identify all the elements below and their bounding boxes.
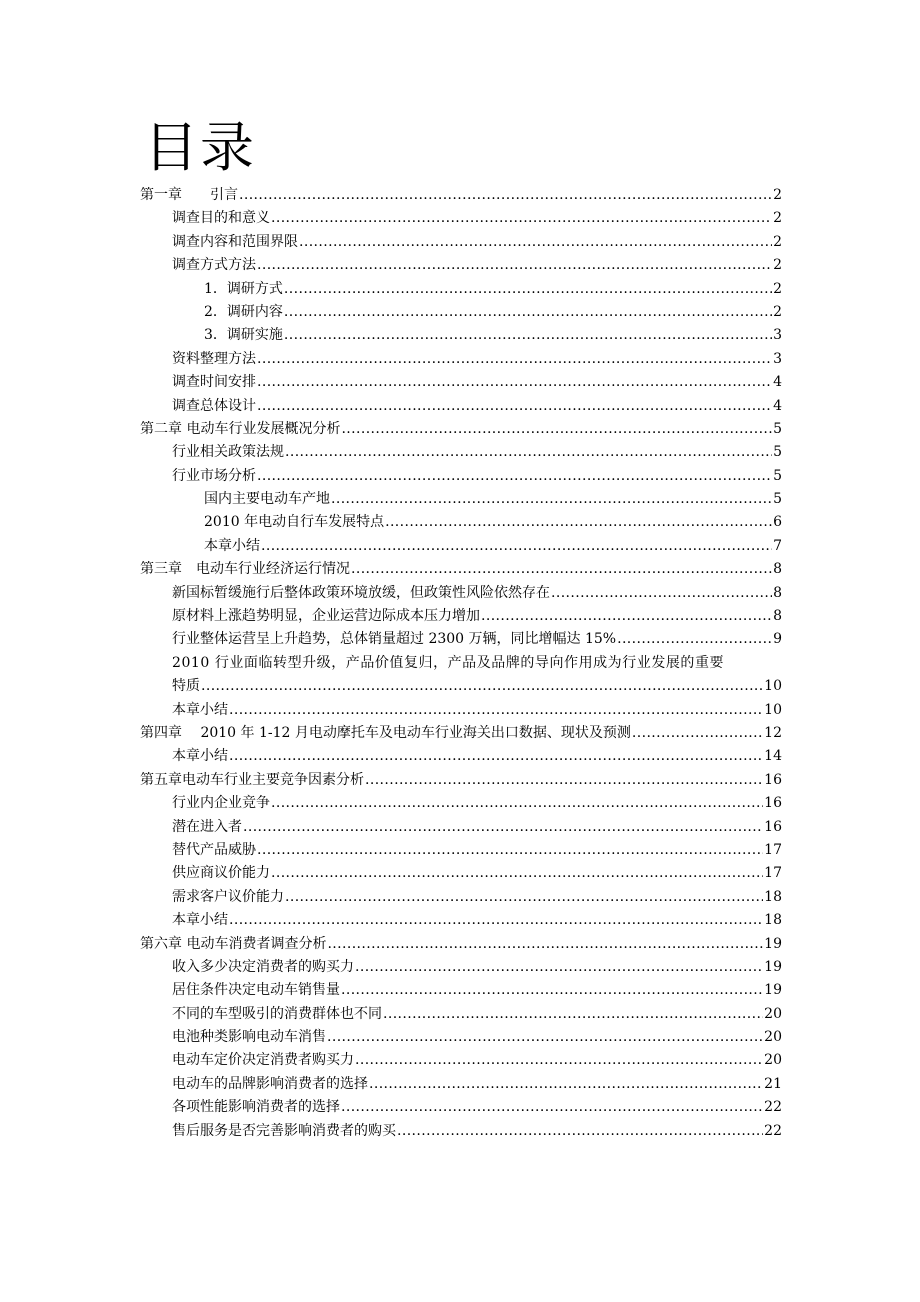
toc-entry-text: 不同的车型吸引的消费群体也不同 [172, 1005, 382, 1022]
dot-leader [284, 324, 772, 347]
toc-entry-page: 10 [764, 701, 782, 718]
dot-leader [385, 511, 772, 534]
toc-entry-text: 各项性能影响消费者的选择 [172, 1099, 340, 1116]
toc-entry-text: 资料整理方法 [172, 350, 256, 367]
toc-entry[interactable] [140, 441, 782, 464]
dot-leader [243, 816, 763, 839]
toc-entry[interactable] [140, 184, 782, 207]
dot-leader [284, 301, 772, 324]
dot-leader [351, 558, 772, 581]
toc-entry-page: 5 [773, 420, 782, 437]
toc-entry-text: 第五章电动车行业主要竞争因素分析 [140, 771, 364, 788]
toc-entry-page: 18 [764, 912, 782, 929]
toc-entry[interactable] [140, 324, 782, 347]
toc-entry[interactable] [140, 699, 782, 722]
toc-entry-text: 调查方式方法 [172, 257, 256, 274]
toc-entry[interactable] [140, 675, 782, 698]
dot-leader [284, 278, 772, 301]
dot-leader [341, 418, 772, 441]
toc-entry-text: 本章小结 [204, 537, 260, 554]
toc-entry-text: 潜在进入者 [172, 818, 242, 835]
toc-entry[interactable] [140, 745, 782, 768]
dot-leader [257, 465, 772, 488]
toc-entry[interactable] [140, 254, 782, 277]
toc-entry-text: 特质 [172, 678, 200, 695]
toc-entry[interactable] [140, 1073, 782, 1096]
toc-entry-text: 本章小结 [172, 748, 228, 765]
toc-entry[interactable] [140, 792, 782, 815]
toc-entry-text: 本章小结 [172, 912, 228, 929]
toc-entry-text: 国内主要电动车产地 [204, 491, 330, 508]
toc-entry-page: 22 [764, 1099, 782, 1116]
toc-entry-page: 2 [773, 280, 782, 297]
toc-entry-page: 5 [773, 491, 782, 508]
toc-entry[interactable] [140, 418, 782, 441]
toc-entry-page: 4 [773, 397, 782, 414]
dot-leader [327, 933, 763, 956]
dot-leader [229, 745, 763, 768]
toc-entry-page: 19 [764, 958, 782, 975]
toc-entry-page: 17 [764, 841, 782, 858]
toc-entry-page: 19 [764, 935, 782, 952]
toc-entry-page: 3 [773, 327, 782, 344]
toc-entry[interactable] [140, 207, 782, 230]
dot-leader [365, 769, 763, 792]
toc-entry-page: 2 [773, 257, 782, 274]
toc-entry-page: 20 [764, 1029, 782, 1046]
toc-entry[interactable] [140, 231, 782, 254]
toc-entry-page: 16 [764, 771, 782, 788]
toc-entry-page: 2 [773, 210, 782, 227]
toc-entry-page: 18 [764, 888, 782, 905]
toc-entry-page: 3 [773, 350, 782, 367]
toc-entry-text: 3．调研实施 [204, 327, 283, 344]
dot-leader [397, 1120, 763, 1143]
toc-entry[interactable] [140, 722, 782, 745]
toc-entry-text: 售后服务是否完善影响消费者的购买 [172, 1122, 396, 1139]
toc-entry-page: 14 [764, 748, 782, 765]
dot-leader [261, 535, 772, 558]
toc-entry[interactable] [140, 278, 782, 301]
watermark: om.cn [530, 606, 683, 660]
dot-leader [257, 254, 772, 277]
toc-entry-text: 替代产品威胁 [172, 841, 256, 858]
toc-entry[interactable] [140, 909, 782, 932]
dot-leader [271, 207, 772, 230]
toc-entry-page: 20 [764, 1005, 782, 1022]
dot-leader [201, 675, 763, 698]
dot-leader [271, 862, 763, 885]
dot-leader [617, 628, 772, 651]
toc-entry-text: 行业整体运营呈上升趋势，总体销量超过 2300 万辆，同比增幅达 15% [172, 631, 617, 648]
dot-leader [341, 979, 763, 1002]
toc-list [140, 184, 782, 1143]
toc-entry-text: 第三章 电动车行业经济运行情况 [140, 561, 350, 578]
toc-entry-page: 16 [764, 795, 782, 812]
dot-leader [355, 1049, 763, 1072]
dot-leader [285, 441, 772, 464]
toc-entry-text: 行业市场分析 [172, 467, 256, 484]
toc-entry-text: 原材料上涨趋势明显，企业运营边际成本压力增加 [172, 608, 480, 625]
dot-leader [355, 956, 763, 979]
dot-leader [383, 1003, 763, 1026]
toc-entry-page: 16 [764, 818, 782, 835]
toc-entry-page: 12 [764, 724, 782, 741]
toc-entry[interactable] [140, 348, 782, 371]
toc-entry-page: 7 [773, 537, 782, 554]
toc-entry-page: 19 [764, 982, 782, 999]
dot-leader [341, 1096, 763, 1119]
toc-entry-page: 4 [773, 374, 782, 391]
toc-entry-text: 收入多少决定消费者的购买力 [172, 958, 354, 975]
toc-entry-page: 6 [773, 514, 782, 531]
toc-entry[interactable] [140, 535, 782, 558]
toc-entry-text: 需求客户议价能力 [172, 888, 284, 905]
toc-entry-page: 2 [773, 233, 782, 250]
toc-entry-page: 8 [773, 584, 782, 601]
toc-entry[interactable] [140, 956, 782, 979]
toc-entry-text: 调查目的和意义 [172, 210, 270, 227]
toc-entry-page: 8 [773, 608, 782, 625]
dot-leader [285, 886, 763, 909]
dot-leader [481, 605, 772, 628]
toc-entry-page: 20 [764, 1052, 782, 1069]
toc-entry[interactable] [140, 1120, 782, 1143]
dot-leader [551, 582, 772, 605]
toc-entry[interactable] [140, 979, 782, 1002]
toc-entry-text: 本章小结 [172, 701, 228, 718]
dot-leader [632, 722, 763, 745]
toc-entry-page: 10 [764, 678, 782, 695]
toc-entry[interactable] [140, 465, 782, 488]
toc-entry-text: 行业相关政策法规 [172, 444, 284, 461]
toc-entry-text: 第四章 2010 年 1-12 月电动摩托车及电动车行业海关出口数据、现状及预测 [140, 724, 631, 741]
toc-entry[interactable] [140, 1003, 782, 1026]
toc-entry-text: 新国标暂缓施行后整体政策环境放缓，但政策性风险依然存在 [172, 584, 550, 601]
toc-entry[interactable] [140, 933, 782, 956]
dot-leader [229, 699, 763, 722]
dot-leader [257, 839, 763, 862]
toc-entry[interactable] [140, 558, 782, 581]
toc-entry[interactable] [140, 1026, 782, 1049]
toc-entry-text: 2．调研内容 [204, 303, 283, 320]
toc-entry[interactable] [140, 605, 782, 628]
toc-entry[interactable] [140, 886, 782, 909]
toc-entry-page: 5 [773, 444, 782, 461]
toc-entry-text: 电动车定价决定消费者购买力 [172, 1052, 354, 1069]
toc-entry-text: 第二章 电动车行业发展概况分析 [140, 420, 341, 437]
toc-entry-page: 22 [764, 1122, 782, 1139]
toc-entry-text: 行业内企业竞争 [172, 795, 270, 812]
toc-entry-page: 2 [773, 187, 782, 203]
toc-entry-text[interactable]: 2010 行业面临转型升级，产品价值复归，产品及品牌的导向作用成为行业发展的重要 [172, 654, 725, 671]
toc-entry[interactable] [140, 301, 782, 324]
toc-entry[interactable] [140, 769, 782, 792]
dot-leader [327, 1026, 763, 1049]
dot-leader [229, 909, 763, 932]
toc-entry[interactable] [140, 371, 782, 394]
dot-leader [239, 184, 772, 207]
toc-entry-page: 21 [764, 1075, 782, 1092]
toc-entry[interactable] [140, 488, 782, 511]
toc-entry-text: 电池种类影响电动车消售 [172, 1029, 326, 1046]
toc-entry-text: 电动车的品牌影响消费者的选择 [172, 1075, 368, 1092]
toc-entry-text: 第六章 电动车消费者调查分析 [140, 935, 327, 952]
toc-entry-text: 供应商议价能力 [172, 865, 270, 882]
toc-entry[interactable] [140, 628, 782, 651]
toc-entry-text: 调查总体设计 [172, 397, 256, 414]
toc-entry-text: 1．调研方式 [204, 280, 283, 297]
toc-entry[interactable] [140, 582, 782, 605]
dot-leader [257, 371, 772, 394]
toc-entry[interactable] [140, 862, 782, 885]
dot-leader [257, 348, 772, 371]
toc-entry[interactable] [140, 1049, 782, 1072]
toc-entry-text: 调查时间安排 [172, 374, 256, 391]
toc-entry-text: 第一章 引言 [140, 187, 238, 203]
toc-entry-page: 5 [773, 467, 782, 484]
toc-title: 目录 [144, 116, 256, 179]
toc-entry[interactable] [140, 816, 782, 839]
toc-entry[interactable] [140, 1096, 782, 1119]
toc-entry-page: 8 [773, 561, 782, 578]
toc-entry[interactable] [140, 839, 782, 862]
toc-entry[interactable] [140, 511, 782, 534]
dot-leader [369, 1073, 763, 1096]
toc-entry-text: 2010 年电动自行车发展特点 [204, 514, 385, 531]
toc-entry-text: 调查内容和范围界限 [172, 233, 298, 250]
dot-leader [257, 395, 772, 418]
dot-leader [271, 792, 763, 815]
toc-entry-text: 居住条件决定电动车销售量 [172, 982, 340, 999]
toc-entry[interactable] [140, 395, 782, 418]
toc-entry-page: 17 [764, 865, 782, 882]
toc-entry-page: 2 [773, 303, 782, 320]
dot-leader [331, 488, 772, 511]
dot-leader [299, 231, 772, 254]
toc-entry-page: 9 [773, 631, 782, 648]
